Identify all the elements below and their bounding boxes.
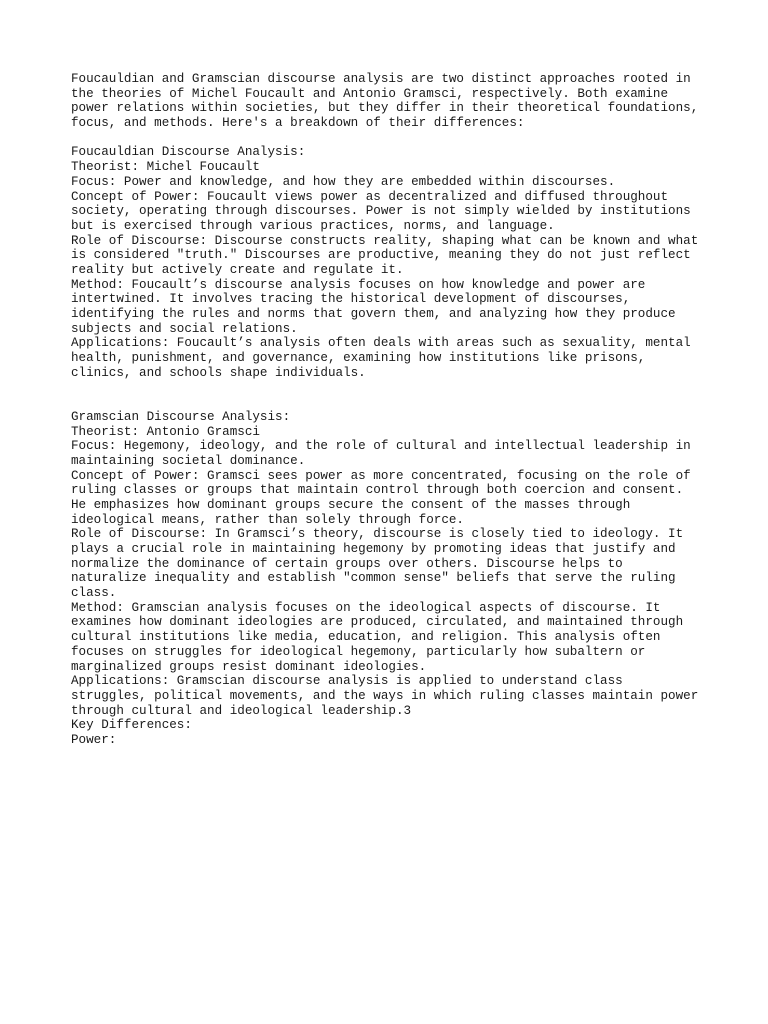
foucauldian-section <box>71 145 731 380</box>
paragraph-spacer <box>71 131 731 146</box>
text-line: identifying the rules and norms that govern them, and analyzing how they produce <box>71 307 676 321</box>
gramscian-section <box>71 410 731 748</box>
text-line: power relations within societies, but they differ in their theoretical foundations, <box>71 101 699 116</box>
text-line: Concept of Power: Foucault views power as decentralized and diffused throughout <box>71 189 669 204</box>
text-line: intertwined. It involves tracing the historical development of discourses, <box>71 292 631 307</box>
text-line: health, punishment, and governance, examining how institutions like prisons, <box>71 351 646 366</box>
text-line: marginalized groups resist dominant ideologies. <box>71 659 427 674</box>
text-line: struggles, political movements, and the ways in which ruling classes maintain power <box>71 688 699 703</box>
text-line: society, operating through discourses. Power is not simply wielded by institutions <box>71 204 691 219</box>
document-body <box>71 72 731 748</box>
text-line: but is exercised through various practices, norms, and language. <box>71 218 555 233</box>
text-line: Theorist: Michel Foucault <box>71 160 260 175</box>
section-heading: Gramscian Discourse Analysis: <box>71 409 291 424</box>
text-line: He emphasizes how dominant groups secure the consent of the masses through <box>71 497 631 512</box>
text-line: Concept of Power: Gramsci sees power as more concentrated, focusing on the role of <box>71 468 691 483</box>
section-heading: Foucauldian Discourse Analysis: <box>71 145 306 160</box>
text-line: Focus: Power and knowledge, and how they are embedded within discourses. <box>71 174 616 189</box>
text-line: ideological means, rather than solely through force. <box>71 512 464 527</box>
text-line: Focus: Hegemony, ideology, and the role of cultural and intellectual leadership in <box>71 439 691 454</box>
subheading-key-differences: Key Differences: <box>71 718 192 733</box>
text-line: Method: Gramscian analysis focuses on the ideological aspects of discourse. It <box>71 600 661 615</box>
text-line: Foucauldian and Gramscian discourse analysis are two distinct approaches rooted in <box>71 72 691 86</box>
text-line: class. <box>71 586 117 601</box>
section-spacer <box>71 380 731 409</box>
text-line: Role of Discourse: In Gramsci’s theory, discourse is closely tied to ideology. It <box>71 527 684 542</box>
text-line: through cultural and ideological leadership.3 <box>71 703 412 718</box>
text-line: normalize the dominance of certain groups over others. Discourse helps to <box>71 556 623 571</box>
text-line: examines how dominant ideologies are produced, circulated, and maintained through <box>71 615 684 630</box>
text-line: subjects and social relations. <box>71 321 298 336</box>
text-line: reality but actively create and regulate it. <box>71 262 404 277</box>
text-line: Theorist: Antonio Gramsci <box>71 424 260 439</box>
intro-paragraph <box>71 72 731 131</box>
text-line: Role of Discourse: Discourse constructs reality, shaping what can be known and what <box>71 233 699 248</box>
text-line: focus, and methods. Here's a breakdown of their differences: <box>71 116 525 131</box>
text-line: ruling classes or groups that maintain control through both coercion and consent. <box>71 483 684 498</box>
text-line: naturalize inequality and establish "common sense" beliefs that serve the ruling <box>71 571 676 586</box>
text-line: cultural institutions like media, education, and religion. This analysis often <box>71 630 661 645</box>
subheading-power: Power: <box>71 732 117 747</box>
text-line: Applications: Foucault’s analysis often deals with areas such as sexuality, mental <box>71 336 691 351</box>
text-line: focuses on struggles for ideological hegemony, particularly how subaltern or <box>71 644 646 659</box>
text-line: the theories of Michel Foucault and Antonio Gramsci, respectively. Both examine <box>71 86 669 101</box>
text-line: is considered "truth." Discourses are productive, meaning they do not just reflect <box>71 248 691 263</box>
text-line: clinics, and schools shape individuals. <box>71 365 366 380</box>
text-line: plays a crucial role in maintaining hegemony by promoting ideas that justify and <box>71 542 676 557</box>
text-line: maintaining societal dominance. <box>71 453 306 468</box>
text-line: Method: Foucault’s discourse analysis focuses on how knowledge and power are <box>71 277 646 292</box>
text-line: Applications: Gramscian discourse analysis is applied to understand class <box>71 674 623 689</box>
